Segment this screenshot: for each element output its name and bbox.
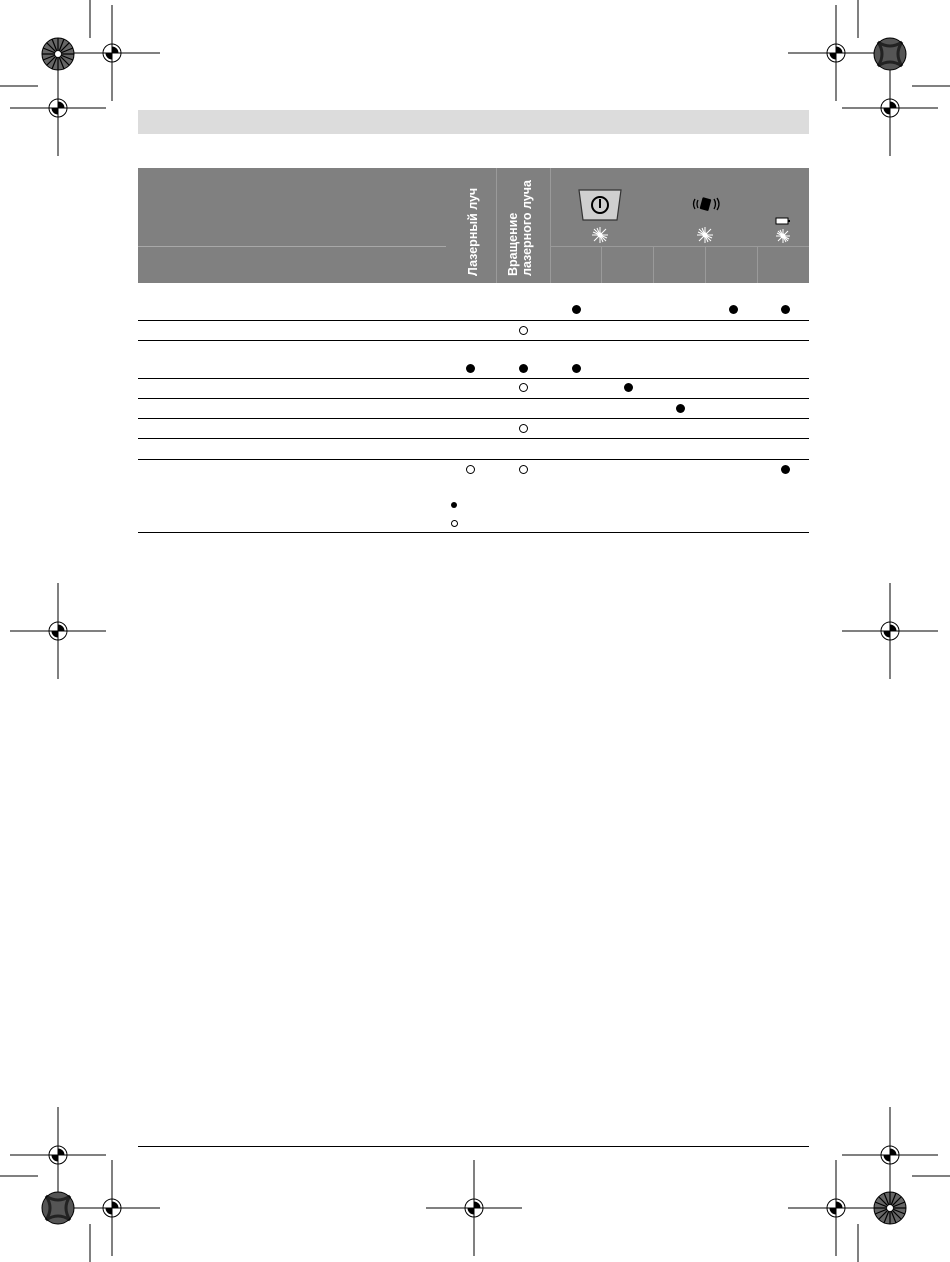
row-divider [138, 320, 809, 321]
col-header-rotation-2: лазерного луча [520, 180, 534, 276]
open-circle-mark [519, 326, 528, 335]
open-circle-mark [519, 383, 528, 392]
row-divider [138, 340, 809, 341]
header-icons [138, 168, 809, 283]
filled-circle-mark [572, 364, 581, 373]
filled-circle-mark [572, 305, 581, 314]
row-divider [138, 398, 809, 399]
vibration-shock-icon [694, 197, 720, 211]
filled-circle-mark [519, 364, 528, 373]
row-divider [138, 438, 809, 439]
filled-circle-mark [781, 465, 790, 474]
legend-open-mark [451, 520, 458, 527]
power-button-icon [579, 190, 621, 220]
legend-filled-mark [451, 502, 457, 508]
filled-circle-mark [676, 404, 685, 413]
open-circle-mark [519, 465, 528, 474]
filled-circle-mark [781, 305, 790, 314]
table-bottom-rule [138, 532, 809, 533]
open-circle-mark [466, 465, 475, 474]
row-divider [138, 418, 809, 419]
filled-circle-mark [466, 364, 475, 373]
table-header [138, 168, 809, 283]
col-header-laser: Лазерный луч [466, 187, 480, 276]
row-divider [138, 378, 809, 379]
filled-circle-mark [624, 383, 633, 392]
filled-circle-mark [729, 305, 738, 314]
open-circle-mark [519, 424, 528, 433]
col-header-rotation-1: Вращение [506, 212, 520, 276]
row-divider [138, 459, 809, 460]
footer-rule [138, 1146, 809, 1147]
battery-icon [776, 218, 790, 224]
blink-icon [592, 227, 790, 243]
title-bar [138, 110, 809, 134]
